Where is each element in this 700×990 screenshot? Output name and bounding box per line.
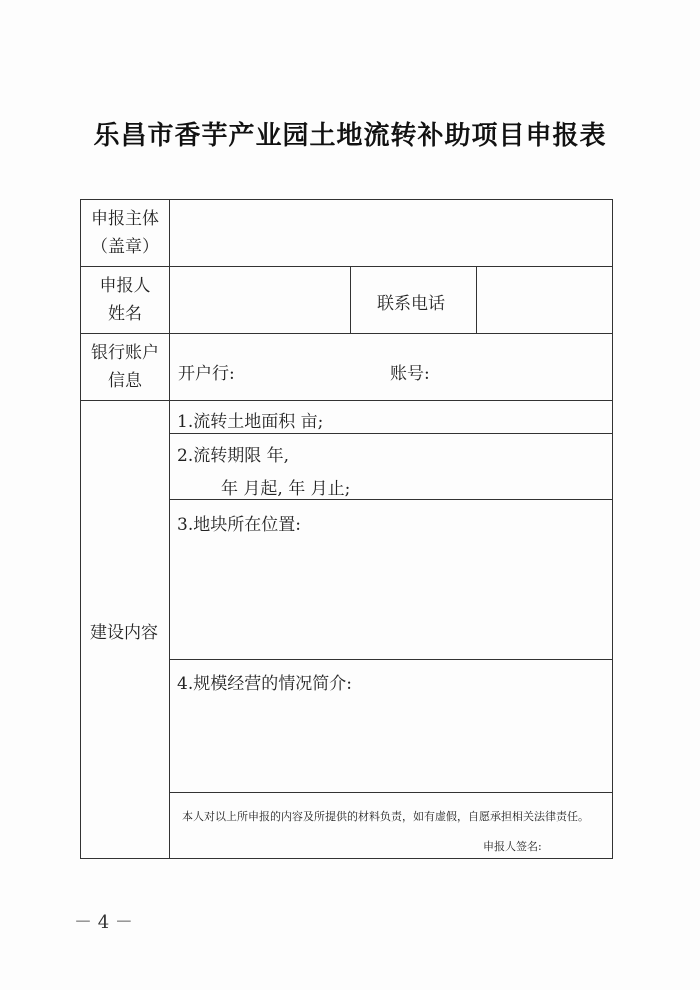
document-title: 乐昌市香芋产业园土地流转补助项目申报表 [93,121,607,151]
account-label: 账号: [390,364,430,384]
transfer-period-item-line2: 年 月起, 年 月止; [221,479,351,499]
plot-location-area[interactable] [170,536,612,658]
land-area-item: 1.流转土地面积 亩; [177,412,324,432]
operation-summary-item: 4.规模经营的情况简介: [177,674,352,694]
transfer-period-item-line1: 2.流转期限 年, [177,446,290,466]
signature-label: 申报人签名: [483,840,542,853]
row-divider-item4 [169,792,612,793]
plot-location-item: 3.地块所在位置: [177,515,301,535]
phone-value-cell[interactable] [477,267,612,332]
name-label-line2: 姓名 [108,304,142,324]
row-divider-item1 [169,433,612,434]
phone-label: 联系电话 [377,294,445,314]
construction-content-label: 建设内容 [90,623,158,643]
page-number: － 4 － [74,912,133,933]
bank-label-line1: 银行账户 [91,343,159,363]
declaration-text: 本人对以上所申报的内容及所提供的材料负责，如有虚假，自愿承担相关法律责任。 [182,810,589,823]
row-divider-name [81,333,612,334]
name-label [81,272,169,328]
bank-name-label: 开户行: [178,364,235,384]
applicant-label-line1: 申报主体 [91,209,159,229]
row-divider-item2 [169,499,612,500]
applicant-value-cell[interactable] [170,201,612,265]
name-value-cell[interactable] [170,267,349,332]
applicant-label [81,205,169,261]
row-divider-item3 [169,659,612,660]
row-divider-bank [81,400,612,401]
name-label-line1: 申报人 [99,276,151,296]
phone-label-left-divider [350,266,351,333]
bank-label-line2: 信息 [108,371,142,391]
operation-summary-area[interactable] [170,696,612,791]
applicant-label-line2: （盖章） [91,237,159,257]
bank-label [81,339,169,395]
application-form-table [80,199,613,859]
